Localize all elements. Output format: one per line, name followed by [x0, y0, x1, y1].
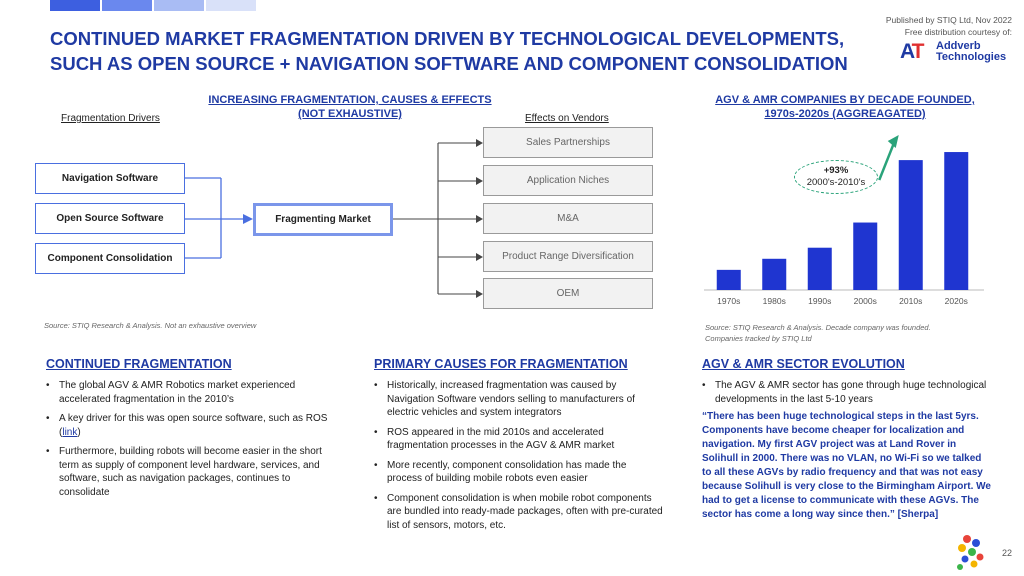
- column-sector-evolution: [702, 357, 992, 522]
- chart-tick-label: 2020s: [944, 296, 968, 306]
- chart-bar-2000s: [853, 223, 877, 290]
- growth-arrow-line: [879, 141, 895, 180]
- addverb-logo-mark-icon: AT: [900, 40, 923, 63]
- chart-bar-1980s: [762, 259, 786, 290]
- col3-bullets: [702, 379, 992, 406]
- logo-line-1: Addverb: [936, 40, 981, 52]
- logo-line-2: Technologies: [936, 51, 1007, 63]
- bullet-text: ): [77, 426, 81, 438]
- diagram-title-line-2: (NOT EXHAUSTIVE): [298, 108, 402, 120]
- chart-tick-label: 1970s: [717, 296, 741, 306]
- stiq-emblem-icon: [955, 533, 985, 571]
- list-item: • More recently, component consolidation has made the process of building mobile robots even easier: [374, 459, 664, 486]
- chart-bar-1970s: [717, 270, 741, 290]
- col1-bullets: [46, 379, 331, 499]
- chart-bar-1990s: [808, 248, 832, 290]
- effect-sales-partnerships: Sales Partnerships: [483, 127, 653, 158]
- ros-link[interactable]: link: [62, 426, 78, 438]
- chart-tick-label: 2010s: [899, 296, 923, 306]
- chart-source-line-1: Source: STIQ Research & Analysis. Decade company was founded.: [705, 323, 931, 332]
- column-continued-fragmentation: [46, 357, 331, 505]
- chart-title: [700, 93, 990, 121]
- diagram-source: Source: STIQ Research & Analysis. Not an exhaustive overview: [44, 321, 257, 330]
- driver-navigation-software: Navigation Software: [35, 163, 185, 194]
- chart-source: [705, 322, 931, 344]
- list-item: • The global AGV & AMR Robotics market experienced accelerated fragmentation in the 2010’s: [46, 379, 331, 406]
- list-item: • Historically, increased fragmentation was caused by Navigation Software vendors selling to manufacturers of electric vehicles and system integrators: [374, 379, 664, 420]
- col3-heading: AGV & AMR SECTOR EVOLUTION: [702, 357, 905, 371]
- bullet-text: A key driver for this was open source software, such as ROS (: [59, 413, 328, 438]
- annotation-line-2: 2000's-2010's: [806, 177, 866, 188]
- col1-heading: CONTINUED FRAGMENTATION: [46, 357, 232, 371]
- list-item: • ROS appeared in the mid 2010s and accelerated fragmentation processes in the AGV & AMR market: [374, 426, 664, 453]
- page-number: 22: [1001, 548, 1012, 558]
- chart-title-line-2: 1970s-2020s (AGGREAGATED): [764, 108, 926, 120]
- chart-bar-2010s: [899, 160, 923, 290]
- drivers-label: Fragmentation Drivers: [61, 113, 160, 124]
- col2-heading: PRIMARY CAUSES FOR FRAGMENTATION: [374, 357, 628, 371]
- annotation-line-1: +93%: [823, 165, 849, 176]
- chart-source-line-2: Companies tracked by STIQ Ltd: [705, 334, 812, 343]
- column-primary-causes: [374, 357, 664, 538]
- effect-m-and-a: M&A: [483, 203, 653, 234]
- effect-product-range-diversification: Product Range Diversification: [483, 241, 653, 272]
- list-item: • The AGV & AMR sector has gone through huge technological developments in the last 5-10 years: [702, 379, 992, 406]
- chart-bar-2020s: [944, 152, 968, 290]
- chart-title-line-1: AGV & AMR COMPANIES BY DECADE FOUNDED,: [715, 94, 975, 106]
- col2-bullets: [374, 379, 664, 532]
- list-item: • Furthermore, building robots will become easier in the short term as supply of component level hardware, services, and software, such as navigation packages, continues to consolidate: [46, 445, 331, 499]
- title-line-1: CONTINUED MARKET FRAGMENTATION DRIVEN BY TECHNOLOGICAL DEVELOPMENTS,: [50, 28, 845, 49]
- list-item: [46, 412, 331, 439]
- chart-tick-label: 1990s: [808, 296, 832, 306]
- chart-tick-label: 1980s: [762, 296, 786, 306]
- list-item: • Component consolidation is when mobile robot components are bundled into ready-made packages, often with pre-curated list of sensors, motors, etc.: [374, 492, 664, 533]
- effect-application-niches: Application Niches: [483, 165, 653, 196]
- fragmenting-market-box: Fragmenting Market: [253, 203, 393, 236]
- bar-chart: [700, 125, 990, 315]
- title-line-2: SUCH AS OPEN SOURCE + NAVIGATION SOFTWARE AND COMPONENT CONSOLIDATION: [50, 53, 848, 74]
- effect-oem: OEM: [483, 278, 653, 309]
- sherpa-quote: “There has been huge technological steps in the last 5yrs. Components have become cheaper for localization and navigation. My first AGV project was at Land Rover in Solihull in 2000. There was no VLAN, no Wi-Fi so we talked to all these AGVs by radio frequency and that was not easy because Solihull is very close to the Birmingham Airport. We had to get a license to communicate with these AGVs. The sector has come a long way since then.” [Sherpa]: [702, 411, 991, 520]
- growth-annotation: [794, 160, 878, 194]
- driver-open-source-software: Open Source Software: [35, 203, 185, 234]
- published-text: Published by STIQ Ltd, Nov 2022: [885, 15, 1012, 25]
- effects-label: Effects on Vendors: [525, 113, 609, 124]
- driver-component-consolidation: Component Consolidation: [35, 243, 185, 274]
- chart-tick-label: 2000s: [853, 296, 877, 306]
- distribution-text: Free distribution courtesy of:: [904, 27, 1012, 37]
- diagram-title-line-1: INCREASING FRAGMENTATION, CAUSES & EFFECTS: [208, 94, 492, 106]
